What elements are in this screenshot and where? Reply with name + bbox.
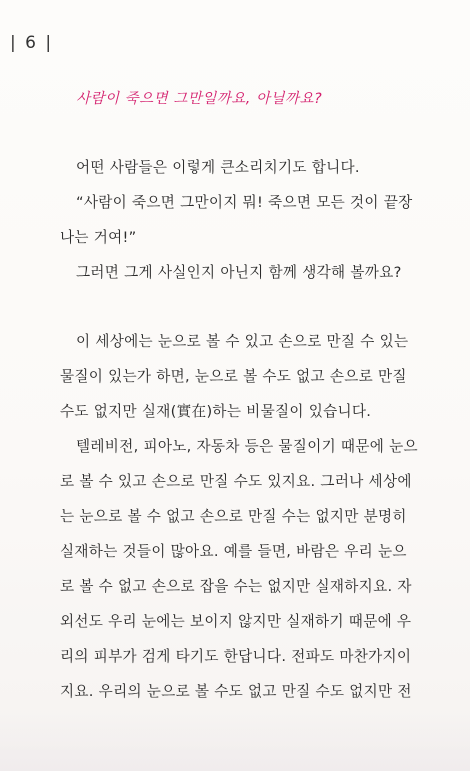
body-line: 리의 피부가 검게 타기도 한답니다. 전파도 마찬가지이	[60, 648, 412, 665]
body-line: 나는 거여!”	[60, 229, 137, 246]
body-line: 수도 없지만 실재(實在)하는 비물질이 있습니다.	[60, 403, 372, 420]
chapter-title: 사람이 죽으면 그만일까요, 아닐까요?	[76, 91, 323, 107]
body-line: 로 볼 수 없고 손으로 잡을 수는 없지만 실재하지요. 자	[60, 578, 412, 595]
page-number: | 6 |	[10, 33, 54, 53]
body-line: 텔레비전, 피아노, 자동차 등은 물질이기 때문에 눈으	[76, 438, 418, 455]
body-line: 그러면 그게 사실인지 아닌지 함께 생각해 볼까요?	[76, 264, 402, 281]
body-line: 로 볼 수 있고 손으로 만질 수도 있지요. 그러나 세상에	[60, 473, 412, 490]
body-line: 외선도 우리 눈에는 보이지 않지만 실재하기 때문에 우	[60, 613, 412, 630]
body-line: 지요. 우리의 눈으로 볼 수도 없고 만질 수도 없지만 전	[60, 683, 412, 700]
body-line: 실재하는 것들이 많아요. 예를 들면, 바람은 우리 눈으	[60, 543, 407, 560]
body-line: 는 눈으로 볼 수 없고 손으로 만질 수는 없지만 분명히	[60, 508, 407, 525]
page-bottom-shadow	[0, 711, 470, 771]
body-line: 어떤 사람들은 이렇게 큰소리치기도 합니다.	[76, 159, 360, 176]
body-line: 이 세상에는 눈으로 볼 수 있고 손으로 만질 수 있는	[76, 333, 409, 350]
body-line: 물질이 있는가 하면, 눈으로 볼 수도 없고 손으로 만질	[60, 368, 407, 385]
body-line: “사람이 죽으면 그만이지 뭐! 죽으면 모든 것이 끝장	[76, 194, 413, 211]
